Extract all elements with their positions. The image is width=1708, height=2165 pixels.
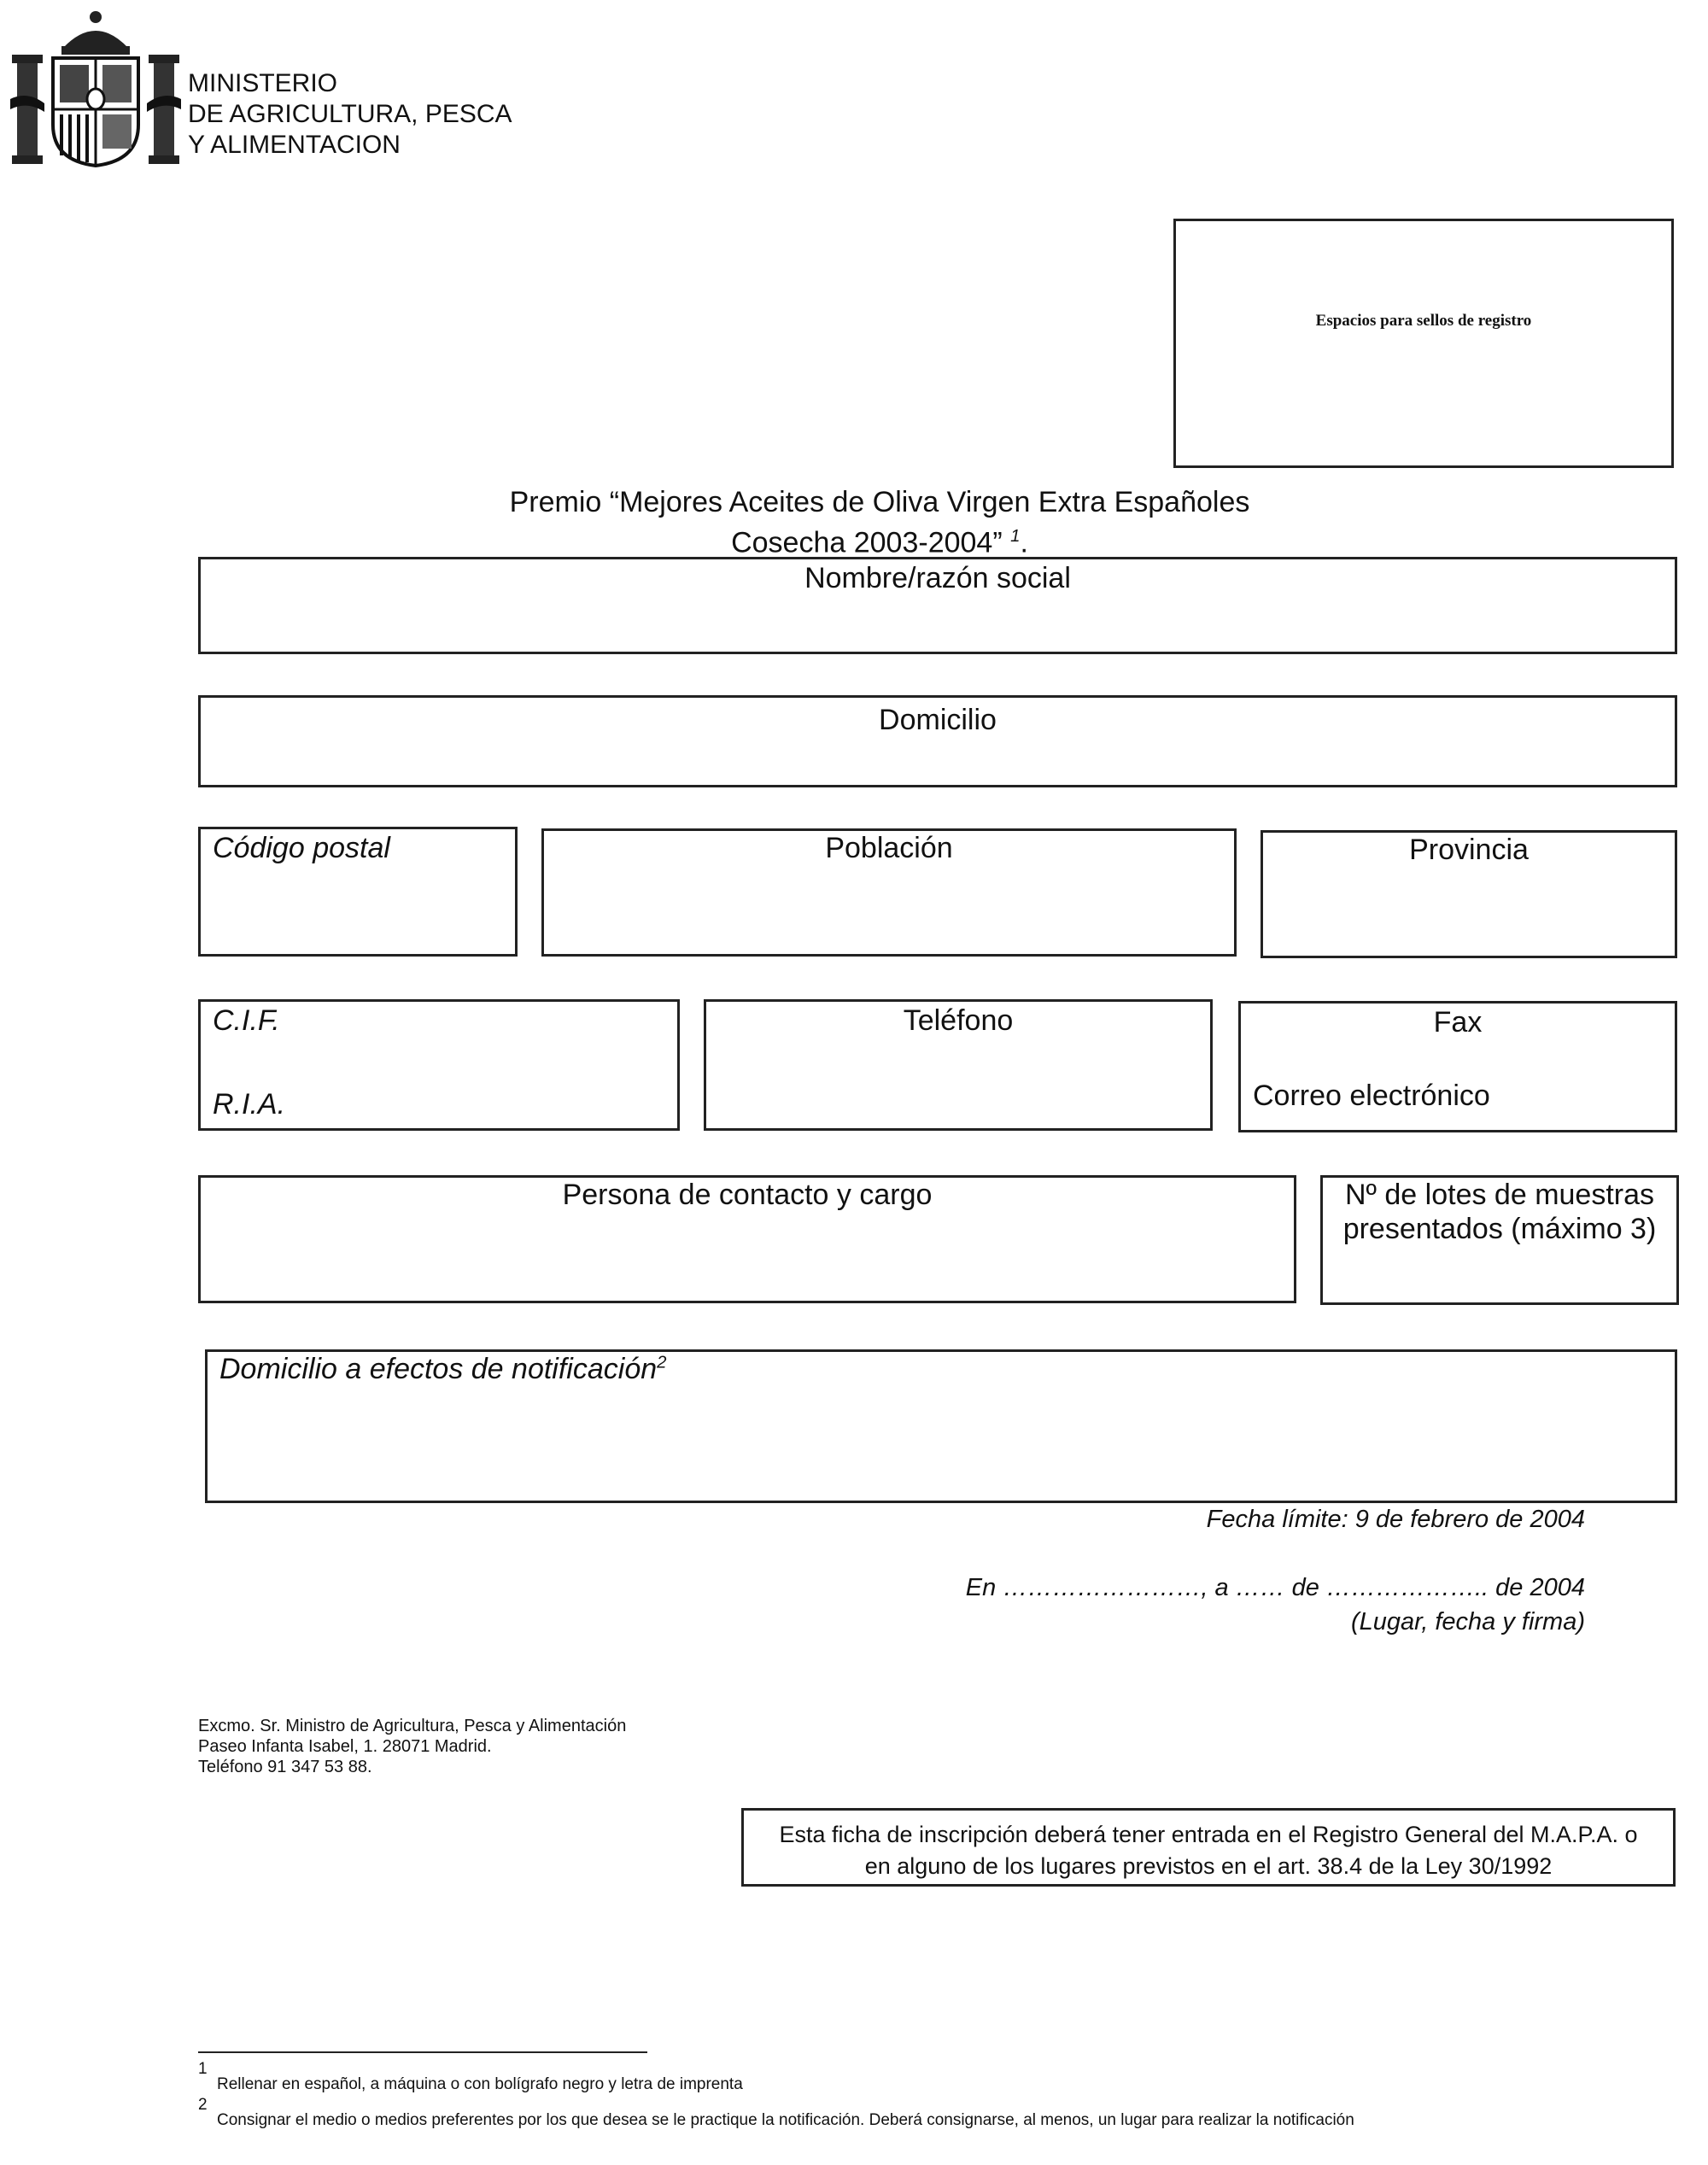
telefono-field[interactable] [704,999,1213,1131]
recipient-line: Paseo Infanta Isabel, 1. 28071 Madrid. [198,1737,492,1756]
recipient-line: Excmo. Sr. Ministro de Agricultura, Pesca y Alimentación [198,1717,627,1735]
domicilio-notificacion-field[interactable] [205,1349,1677,1503]
nombre-field[interactable] [198,557,1677,654]
domicilio-label: Domicilio [879,704,997,736]
lotes-label-2: presentados (máximo 3) [1342,1213,1657,1245]
domicilio-notificacion-label: Domicilio a efectos de notificación$^2$ [219,1353,667,1385]
form-title [376,485,1383,559]
recipient-address [198,1716,626,1777]
cif-ria-field[interactable] [198,999,680,1131]
signature-caption: (Lugar, fecha y firma) [1351,1608,1585,1635]
poblacion-label: Población [825,832,953,864]
nombre-label: Nombre/razón social [804,562,1071,594]
footnote-ref: 1 [1010,527,1021,546]
ministry-line: DE AGRICULTURA, PESCA [188,100,512,128]
ministry-header [188,68,512,161]
recipient-line: Teléfono 91 347 53 88. [198,1758,372,1776]
persona-contacto-field[interactable] [198,1175,1296,1303]
footnote-number: 1 [198,2060,208,2078]
lotes-label-1: Nº de lotes de muestras [1344,1179,1655,1211]
registry-note [744,1819,1673,1882]
footnote-text: Consignar el medio o medios preferentes por los que desea se le practique la notificación. Deberá consignarse, al menos, un lugar para realizar la notificación [217,2111,1354,2129]
footnote-divider [198,2051,647,2053]
registry-note-line-1: Esta ficha de inscripción deberá tener entrada en el Registro General del M.A.P.A. o [779,1822,1638,1847]
correo-label: Correo electrónico [1253,1080,1490,1112]
title-line-1: Premio “Mejores Aceites de Oliva Virgen Extra Españoles [509,486,1250,518]
signature-line: En ……………………, a …… de ……………….. de 2004 [965,1574,1585,1601]
ministry-line: MINISTERIO [188,69,338,97]
deadline-text: Fecha límite: 9 de febrero de 2004 [1206,1506,1585,1533]
title-line-2: Cosecha 2003-2004” $^1$. [731,526,1028,559]
codigo-postal-field[interactable] [198,827,518,957]
domicilio-field[interactable] [198,695,1677,787]
poblacion-field[interactable] [541,828,1237,957]
lotes-field[interactable] [1320,1175,1679,1305]
ria-label: R.I.A. [213,1088,286,1121]
cif-label: C.I.F. [213,1004,280,1037]
telefono-label: Teléfono [903,1004,1014,1037]
provincia-label: Provincia [1409,834,1529,866]
footnote-text: Rellenar en español, a máquina o con bolígrafo negro y letra de imprenta [217,2075,743,2093]
footnote-ref: 2 [657,1353,667,1372]
stamp-box-label: Espacios para sellos de registro [1315,312,1532,330]
ministry-line: Y ALIMENTACION [188,131,401,159]
footnote-number: 2 [198,2096,208,2114]
fax-label: Fax [1433,1006,1483,1039]
provincia-field[interactable] [1261,830,1677,958]
codigo-postal-label: Código postal [213,832,390,864]
registry-note-box [741,1808,1676,1887]
fax-correo-field[interactable] [1238,1001,1677,1132]
persona-contacto-label: Persona de contacto y cargo [562,1179,933,1211]
coat-of-arms-logo [10,5,181,167]
registry-stamp-box [1173,219,1674,468]
registry-note-line-2: en alguno de los lugares previstos en el art. 38.4 de la Ley 30/1992 [864,1853,1553,1879]
